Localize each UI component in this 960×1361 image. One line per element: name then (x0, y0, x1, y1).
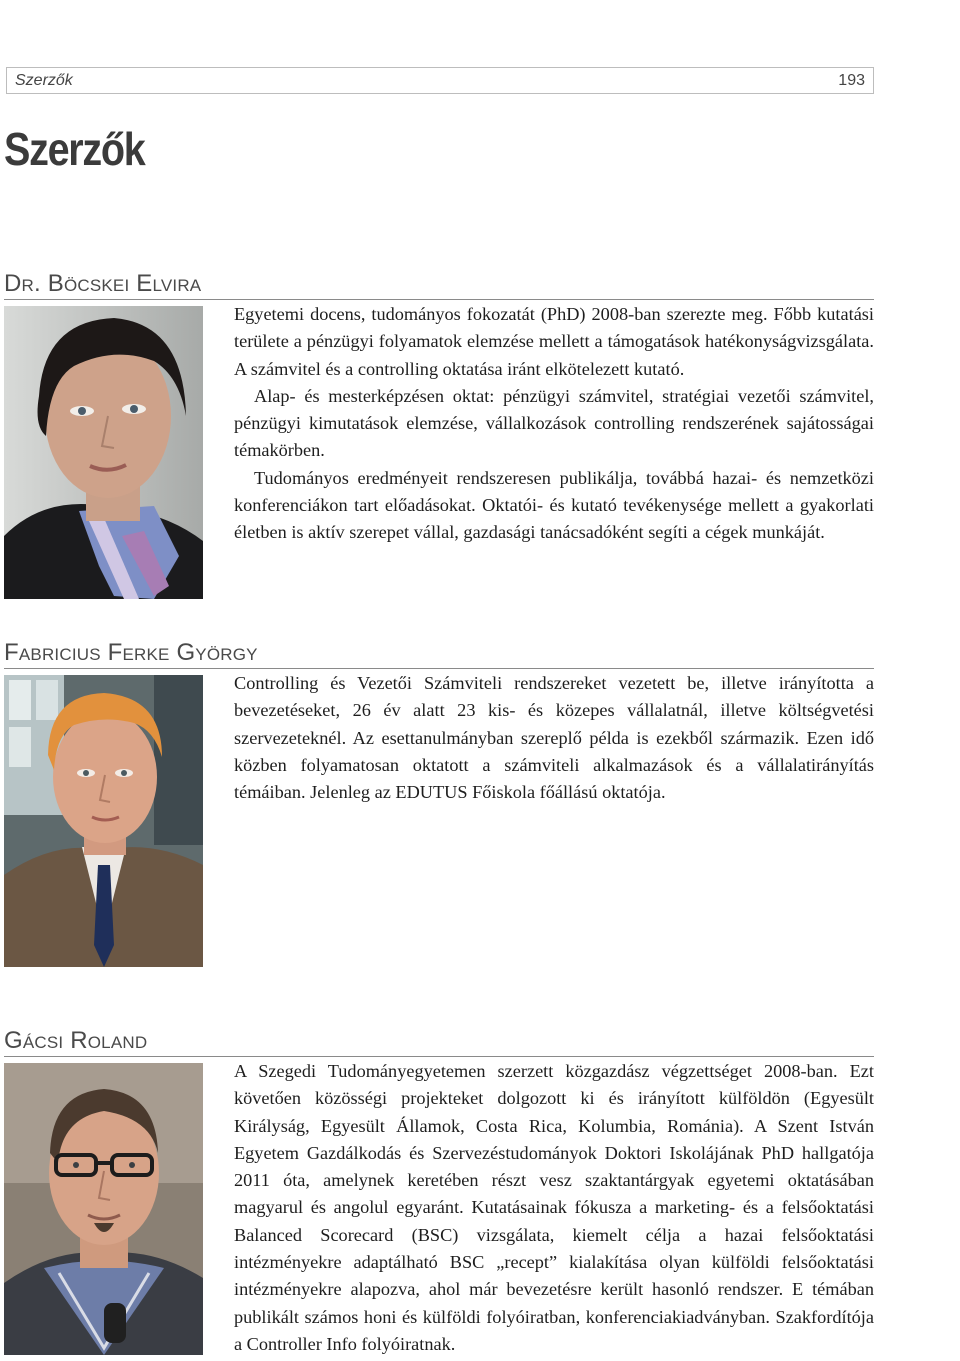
author-rule (4, 668, 874, 669)
author-name: Dr. Böcskei Elvira (4, 270, 202, 297)
bio-paragraph: A Szegedi Tudományegyetemen szerzett közgazdász végzettséget 2008-ban. Ezt követően közösségi projekteket dolgozott ki és irányított külföldön (Egyesült Királyság, Egyesült Államok, Costa Rica, Kolumbia, Románia). A Szent István Egyetem Gazdálkodás és Szervezéstudományok Doktori Iskolájának PhD hallgatója 2011 óta, amelynek keretében részt vesz szaktantárgyak egyetemi oktatásában magyarul és angolul egyaránt. Kutatásainak fókusza a marketing- és a felsőoktatási Balanced Scorecard (BSC) vizsgálata, kiemelt célja a hazai felsőoktatási intézményekre adaptálható BSC „recept” kialakítása olyan külföldi felsőoktatási intézményekre alapozva, ahol már bevezetésre került hasonló rendszer. E témában publikált számos honi és külföldi folyóiratban, konferenciakiadványban. Szakfordítója a Controller Info folyóiratnak. (234, 1061, 874, 1354)
bio-paragraph: Alap- és mesterképzésen oktat: pénzügyi számvitel, stratégiai vezetői számvitel, pénzügyi kimutatások elemzése, vállalkozások controlling rendszerének sajátosságai témakörben. (234, 385, 874, 461)
bio-paragraph: Tudományos eredményeit rendszeresen publikálja, továbbá hazai- és nemzetközi konferenciákon tart előadásokat. Oktatói- és kutató tevékenysége mellett a gyakorlati életben is aktív szerepet vállal, gazdasági tanácsadóként segíti a cégek munkáját. (234, 467, 874, 543)
author-bio (234, 1058, 874, 1358)
bio-paragraph: Egyetemi docens, tudományos fokozatát (PhD) 2008-ban szerezte meg. Főbb kutatási területe a pénzügyi folyamatok elemzése mellett a támogatások hatékonyságvizsgálata. A számvitel és a controlling oktatása iránt elkötelezett kutató. (234, 304, 874, 379)
bio-paragraph: Controlling és Vezetői Számviteli rendszereket vezetett be, illetve irányította a bevezetéseket, 26 év alatt 23 kis- és közepes vállalatnál, illetve költségvetési szervezeteknél. Az esettanulmányban szereplő példa is ezekből származik. Ezen idő közben folyamatosan oktatott a számviteli alkalmazások és a vállalatirányítás témáiban. Jelenleg az EDUTUS Főiskola főállású oktatója. (234, 673, 874, 803)
portrait-photo-icon (4, 675, 203, 967)
author-bio (234, 670, 874, 806)
author-name: Fabricius Ferke György (4, 639, 258, 666)
page-number: 193 (838, 72, 865, 89)
page-title: Szerzők (4, 123, 145, 175)
portrait-photo-icon (4, 1063, 203, 1355)
author-rule (4, 299, 874, 300)
portrait-photo-icon (4, 306, 203, 599)
running-header (6, 67, 874, 94)
author-bio (234, 301, 874, 547)
author-rule (4, 1056, 874, 1057)
author-name: Gácsi Roland (4, 1027, 148, 1054)
running-header-section: Szerzők (15, 72, 73, 89)
